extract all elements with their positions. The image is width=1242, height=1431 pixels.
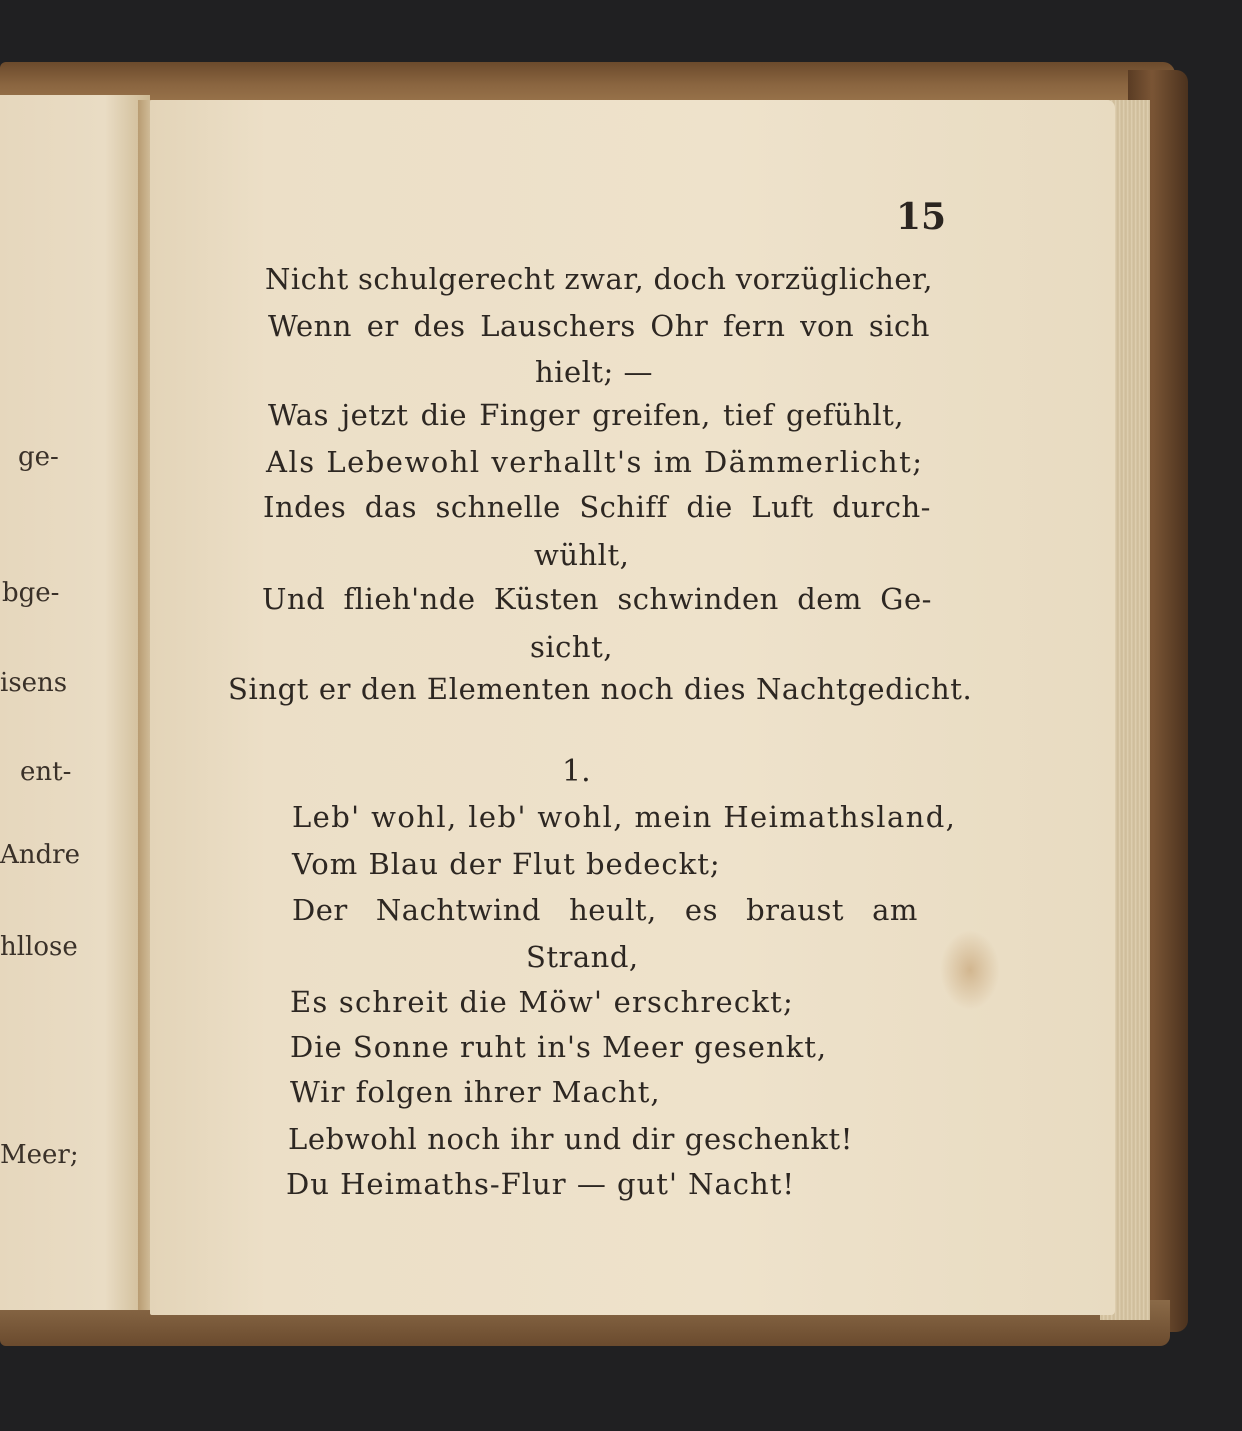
intro-line-10: Singt er den Elementen noch dies Nachtgedicht. [228,672,973,706]
word: Was [268,398,329,432]
word: tief [723,398,774,432]
song-line-7: Wir folgen ihrer Macht, [290,1075,661,1109]
page-number: 15 [896,196,947,238]
song-line-1: Leb' wohl, leb' wohl, mein Heimathsland, [292,800,957,834]
intro-line-4 [268,398,904,432]
word: jetzt [341,398,409,432]
word: die [686,490,733,524]
word: schwinden [617,582,779,616]
intro-line-6 [263,490,931,524]
word: es [684,893,718,927]
word: von [800,309,855,343]
song-line-9: Du Heimaths-Flur — gut' Nacht! [286,1167,796,1201]
left-page-fragment: ent- [20,757,72,787]
word: er [366,309,399,343]
word: durch- [832,490,931,524]
paper-stain [940,930,1000,1010]
word: Lauschers [480,309,636,343]
word: Nachtwind [375,893,541,927]
word: am [872,893,918,927]
word: schnelle [435,490,561,524]
word: Indes [263,490,347,524]
song-line-2: Vom Blau der Flut bedeckt; [292,847,721,881]
song-line-4: Strand, [526,940,639,974]
song-line-6: Die Sonne ruht in's Meer gesenkt, [290,1030,828,1064]
word: greifen, [592,398,711,432]
word: sich [868,309,930,343]
left-page-fragment: isens [0,668,68,698]
left-page-fragment: hllose [0,932,78,962]
intro-line-9: sicht, [530,630,613,664]
left-page [0,95,150,1310]
word: braust [746,893,845,927]
intro-line-3: hielt; — [535,355,654,389]
word: des [413,309,466,343]
word: schulgerecht [358,262,556,296]
word: Schiff [579,490,668,524]
word: Wenn [268,309,352,343]
word: heult, [569,893,657,927]
word: doch [653,262,727,296]
left-page-fragment: Andre [0,840,80,870]
left-page-fragment: bge- [2,578,60,608]
word: Küsten [493,582,599,616]
left-page-fragment: ge- [18,442,59,472]
word: Finger [479,398,580,432]
intro-line-8 [262,582,932,616]
song-line-8: Lebwohl noch ihr und dir geschenkt! [288,1122,854,1156]
intro-line-1 [265,262,933,296]
word: vorzüglicher, [735,262,933,296]
section-number: 1. [562,754,591,789]
word: Nicht [265,262,349,296]
word: Der [292,893,348,927]
word: Ge- [880,582,932,616]
word: Und [262,582,326,616]
word: zwar, [564,262,645,296]
word: Luft [751,490,814,524]
left-page-fragment: Meer; [0,1140,79,1170]
word: Ohr [650,309,709,343]
word: dem [797,582,862,616]
word: gefühlt, [786,398,904,432]
word: flieh'nde [343,582,476,616]
song-line-5: Es schreit die Möw' erschreckt; [290,985,794,1019]
intro-line-5: Als Lebewohl verhallt's im Dämmerlicht; [266,445,924,479]
intro-line-2 [268,309,930,343]
word: fern [722,309,786,343]
word: das [364,490,417,524]
intro-line-7: wühlt, [534,538,630,572]
song-line-3 [292,893,918,927]
word: die [420,398,468,432]
